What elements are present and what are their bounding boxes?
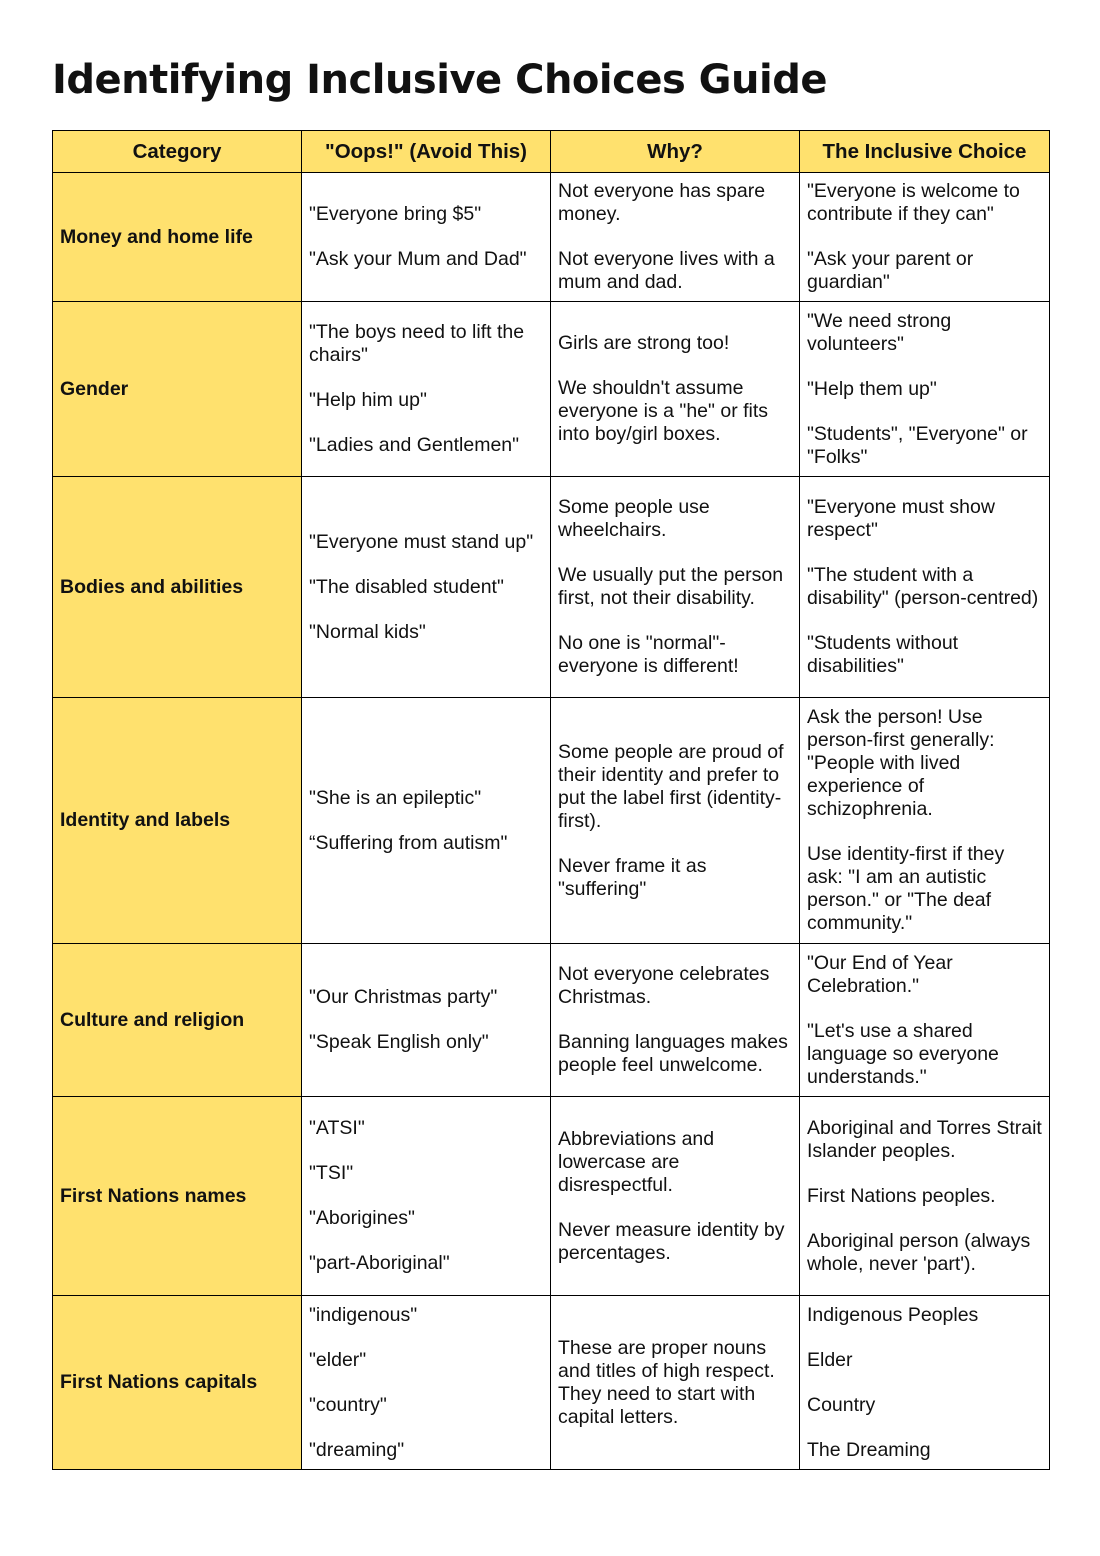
oops-line: "Ladies and Gentlemen" [309,434,520,456]
oops-line: "Everyone bring $5" [309,203,482,225]
why-line: We shouldn't assume everyone is a "he" or fits into boy/girl boxes. [558,377,769,445]
category-cell: Culture and religion [53,944,302,1097]
inclusive-line: Elder [807,1348,853,1371]
why-cell [551,1097,800,1296]
why-cell [551,944,800,1097]
why-line: No one is "normal"- everyone is different! [558,632,739,677]
inclusive-cell [800,1296,1050,1470]
category-cell: First Nations names [53,1097,302,1296]
why-line: Not everyone has spare money. [558,180,766,225]
why-line: Abbreviations and lowercase are disrespectful. [558,1127,715,1196]
table-row [53,698,1050,944]
inclusive-line: "Everyone is welcome to contribute if they can" [807,180,1020,225]
oops-line: "elder" [309,1348,367,1371]
oops-cell [302,944,551,1097]
table-row [53,944,1050,1097]
table-row [53,302,1050,477]
why-line: Never measure identity by percentages. [558,1218,785,1264]
why-cell [551,477,800,698]
inclusive-line: First Nations peoples. [807,1184,996,1207]
header-oops: "Oops!" (Avoid This) [302,131,551,173]
oops-cell [302,1296,551,1470]
inclusive-line: "Students", "Everyone" or "Folks" [807,422,1028,468]
table-row [53,1097,1050,1296]
oops-line: "TSI" [309,1162,354,1184]
why-cell [551,1296,800,1470]
why-line: These are proper nouns and titles of high respect. They need to start with capital letters. [558,1336,775,1428]
inclusive-cell [800,698,1050,944]
table-row [53,173,1050,302]
header-category: Category [53,131,302,173]
category-cell: Identity and labels [53,698,302,944]
oops-cell [302,698,551,944]
oops-line: "country" [309,1393,387,1416]
oops-line: "The boys need to lift the chairs" [309,321,525,366]
oops-cell [302,173,551,302]
inclusive-line: Aboriginal person (always whole, never 'part'). [807,1229,1031,1275]
oops-line: "Speak English only" [309,1031,489,1053]
inclusive-choices-table [52,130,1050,1470]
oops-line: "The disabled student" [309,575,504,598]
why-line: Some people use wheelchairs. [558,496,710,541]
table-header-row [53,131,1050,173]
oops-line: "part-Aboriginal" [309,1252,450,1274]
why-line: We usually put the person first, not their disability. [558,564,784,609]
oops-cell [302,1097,551,1296]
header-inclusive-choice: The Inclusive Choice [800,131,1050,173]
inclusive-line: Aboriginal and Torres Strait Islander peoples. [807,1116,1042,1162]
oops-line: "Help him up" [309,389,427,411]
category-cell: Money and home life [53,173,302,302]
category-cell: Bodies and abilities [53,477,302,698]
inclusive-line: The Dreaming [807,1438,931,1461]
inclusive-line: Ask the person! Use person-first generally: "People with lived experience of schizophrenia. [807,706,995,820]
why-line: Not everyone lives with a mum and dad. [558,248,775,293]
inclusive-line: Use identity-first if they ask: "I am an autistic person." or "The deaf community." [807,843,1005,934]
oops-line: “Suffering from autism" [309,831,508,854]
why-line: Girls are strong too! [558,332,730,354]
oops-line: "ATSI" [309,1117,365,1139]
inclusive-line: "Ask your parent or guardian" [807,248,974,293]
inclusive-line: Country [807,1393,876,1416]
table-row [53,1296,1050,1470]
oops-line: "She is an epileptic" [309,786,482,809]
oops-cell [302,302,551,477]
header-why: Why? [551,131,800,173]
why-cell [551,302,800,477]
why-cell [551,698,800,944]
inclusive-line: Indigenous Peoples [807,1303,979,1326]
why-cell [551,173,800,302]
inclusive-line: "The student with a disability" (person-centred) [807,564,1039,609]
inclusive-line: "Let's use a shared language so everyone understands." [807,1019,999,1088]
oops-line: "Aborigines" [309,1207,415,1229]
inclusive-line: "Our End of Year Celebration." [807,951,953,997]
inclusive-line: "Help them up" [807,377,937,400]
why-line: Never frame it as "suffering" [558,854,707,900]
inclusive-cell [800,944,1050,1097]
category-cell: First Nations capitals [53,1296,302,1470]
table-row [53,477,1050,698]
oops-line: "Normal kids" [309,620,426,643]
why-line: Not everyone celebrates Christmas. [558,963,770,1008]
inclusive-cell [800,302,1050,477]
why-line: Some people are proud of their identity and prefer to put the label first (identity-first). [558,740,784,832]
document-page [52,52,1049,1461]
oops-line: "indigenous" [309,1303,418,1326]
inclusive-line: "Everyone must show respect" [807,496,995,541]
inclusive-cell [800,1097,1050,1296]
oops-line: "Our Christmas party" [309,986,498,1008]
inclusive-cell [800,477,1050,698]
inclusive-cell [800,173,1050,302]
oops-line: "Ask your Mum and Dad" [309,248,527,270]
oops-line: "dreaming" [309,1438,405,1461]
why-line: Banning languages makes people feel unwelcome. [558,1031,788,1076]
page-title: Identifying Inclusive Choices Guide [52,57,827,103]
category-cell: Gender [53,302,302,477]
oops-cell [302,477,551,698]
inclusive-line: "Students without disabilities" [807,632,959,677]
inclusive-line: "We need strong volunteers" [807,309,952,355]
table-body [53,173,1050,1470]
oops-line: "Everyone must stand up" [309,530,534,553]
